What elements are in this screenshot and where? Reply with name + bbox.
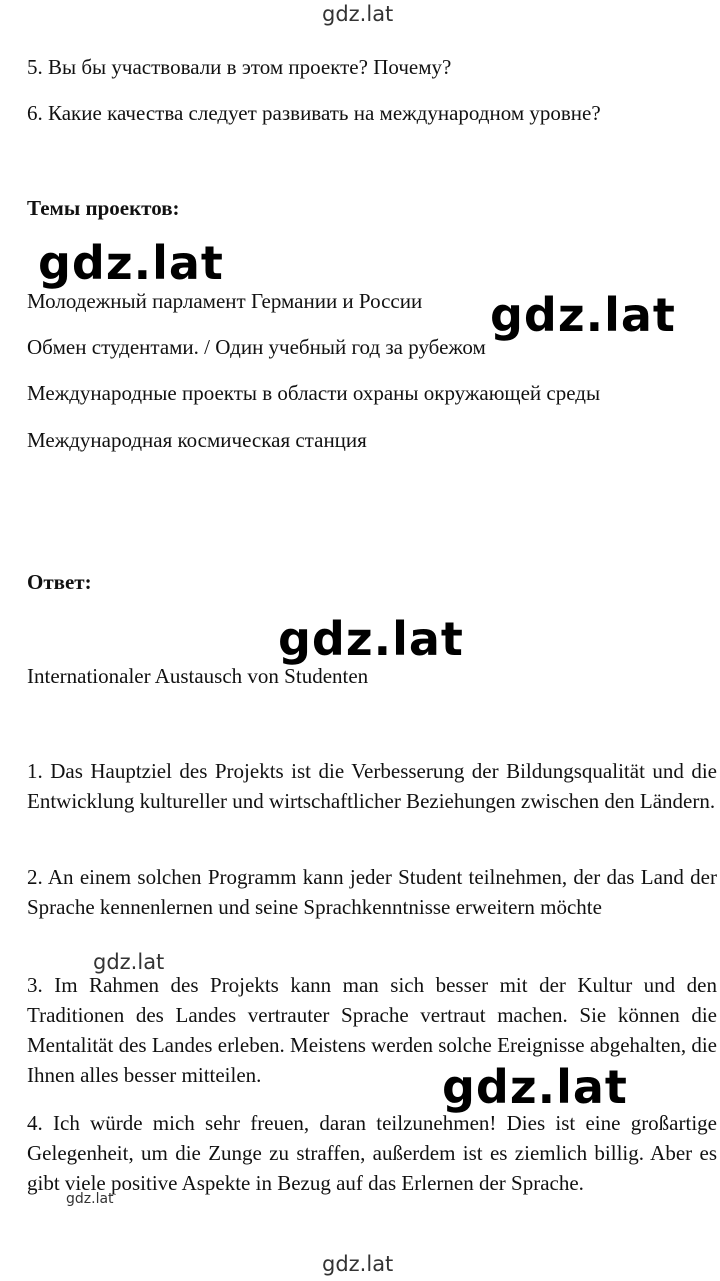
answer-paragraph-1: 1. Das Hauptziel des Projekts ist die Verbesserung der Bildungsqualität und die Entwicklung kultureller und wirtschaftlicher Beziehungen zwischen den Ländern. <box>27 759 717 813</box>
watermark-big-1: gdz.lat <box>38 236 224 290</box>
question-5: 5. Вы бы участвовали в этом проекте? Почему? <box>27 55 452 79</box>
topic-item: Международная космическая станция <box>27 428 367 452</box>
watermark-top: gdz.lat <box>322 2 394 26</box>
answer-title: Internationaler Austausch von Studenten <box>27 664 369 688</box>
watermark-tiny: gdz.lat <box>66 1191 114 1207</box>
topic-item: Молодежный парламент Германии и России <box>27 289 423 313</box>
watermark-big-4: gdz.lat <box>442 1060 628 1114</box>
answer-heading: Ответ: <box>27 570 92 594</box>
watermark-big-2: gdz.lat <box>490 288 676 342</box>
answer-paragraph-3: 3. Im Rahmen des Projekts kann man sich besser mit der Kultur und den Traditionen des Landes vertrauter Sprache vertraut machen. Sie können die Mentalität des Landes erleben. Meistens werden solche Ereignisse abgehalten, die Ihnen alles besser mitteilen. <box>27 973 717 1087</box>
watermark-bottom: gdz.lat <box>322 1252 394 1276</box>
watermark-big-3: gdz.lat <box>278 612 464 666</box>
answer-paragraph-4: 4. Ich würde mich sehr freuen, daran teilzunehmen! Dies ist eine großartige Gelegenheit, um die Zunge zu straffen, außerdem ist es ziemlich billig. Aber es gibt viele positive Aspekte in Bezug auf das Erlernen der Sprache. <box>27 1111 717 1195</box>
topic-item: Международные проекты в области охраны окружающей среды <box>27 381 601 405</box>
watermark-small-mid: gdz.lat <box>93 950 165 974</box>
question-6: 6. Какие качества следует развивать на международном уровне? <box>27 101 601 125</box>
answer-paragraph-2: 2. An einem solchen Programm kann jeder Student teilnehmen, der das Land der Sprache kennenlernen und seine Sprachkenntnisse erweitern möchte <box>27 865 717 919</box>
topic-item: Обмен студентами. / Один учебный год за рубежом <box>27 335 486 359</box>
topics-heading: Темы проектов: <box>27 196 180 220</box>
